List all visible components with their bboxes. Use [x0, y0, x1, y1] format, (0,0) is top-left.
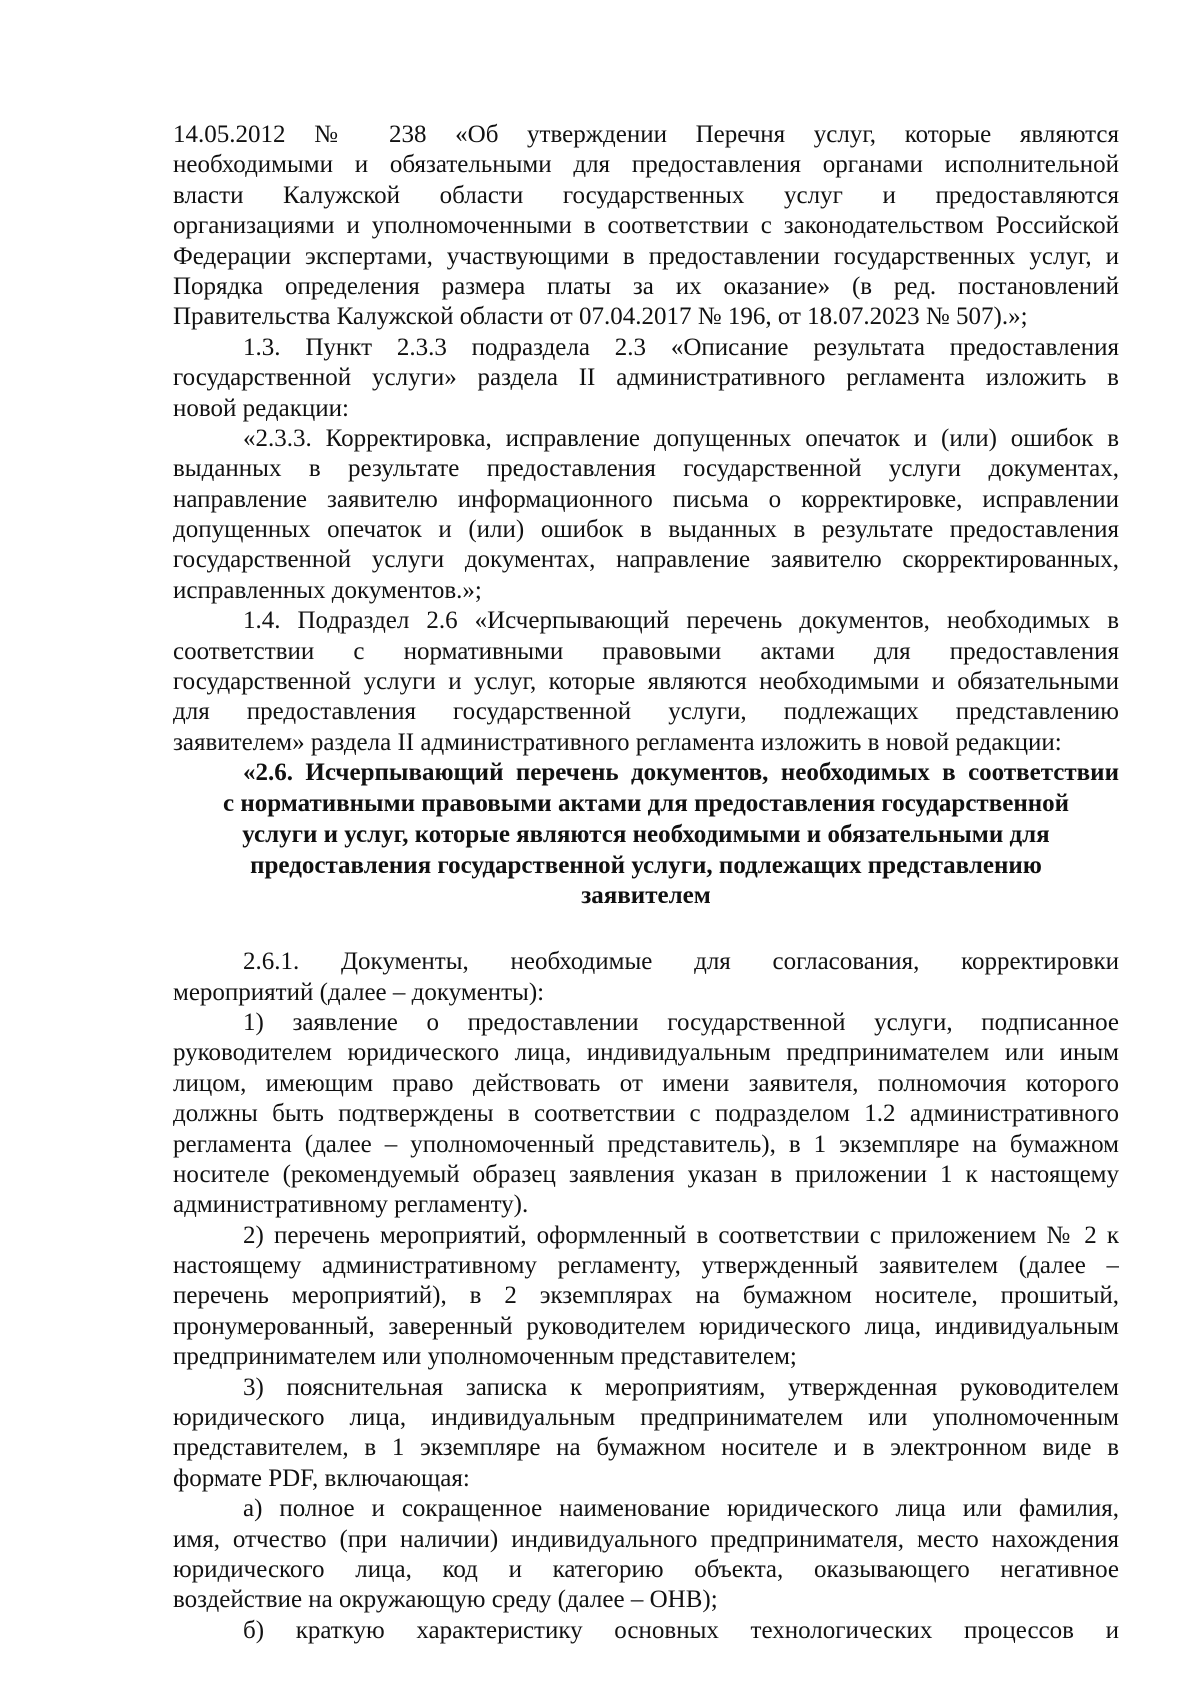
text-line: государственной услуги и услуг, которые являются необходимыми и обязательными	[173, 668, 1119, 696]
text-line: лицом, имеющим право действовать от имени заявителя, полномочия которого	[173, 1069, 1119, 1097]
text-line: формате PDF, включающая:	[173, 1464, 470, 1492]
text-line: Правительства Калужской области от 07.04.2017 № 196, от 18.07.2023 № 507).»;	[173, 303, 1028, 331]
text-line: руководителем юридического лица, индивидуальным предпринимателем или иным	[173, 1039, 1119, 1067]
text-line: должны быть подтверждены в соответствии с подразделом 1.2 административного	[173, 1100, 1119, 1128]
text-line: административному регламенту).	[173, 1191, 529, 1219]
text-line: 1.3. Пункт 2.3.3 подраздела 2.3 «Описание результата предоставления	[243, 333, 1119, 361]
text-line: а) полное и сокращенное наименование юридического лица или фамилия,	[243, 1495, 1119, 1523]
text-line: регламента (далее – уполномоченный представитель), в 1 экземпляре на бумажном	[173, 1130, 1119, 1158]
text-line: воздействие на окружающую среду (далее – ОНВ);	[173, 1586, 718, 1614]
text-line: мероприятий (далее – документы):	[173, 978, 545, 1006]
heading-line: заявителем	[581, 882, 711, 910]
text-line: необходимыми и обязательными для предоставления органами исполнительной	[173, 151, 1119, 179]
document-page	[173, 120, 1119, 1646]
heading-line: предоставления государственной услуги, подлежащих представлению	[250, 851, 1042, 879]
text-line: 2) перечень мероприятий, оформленный в соответствии с приложением № 2 к	[243, 1221, 1119, 1249]
text-line: соответствии с нормативными правовыми актами для предоставления	[173, 637, 1119, 665]
text-line: выданных в результате предоставления государственной услуги документах,	[173, 455, 1119, 483]
text-line: Федерации экспертами, участвующими в предоставлении государственных услуг, и	[173, 242, 1119, 270]
text-line: 3) пояснительная записка к мероприятиям, утвержденная руководителем	[243, 1373, 1119, 1401]
text-line: б) краткую характеристику основных технологических процессов и	[243, 1616, 1119, 1644]
paragraph-item-1-4	[173, 606, 1119, 758]
section-heading-2-6	[173, 758, 1119, 912]
heading-line: «2.6. Исчерпывающий перечень документов, необходимых в соответствии	[243, 759, 1119, 787]
text-line: 14.05.2012 № 238 «Об утверждении Перечня услуг, которые являются	[173, 121, 1119, 148]
text-line: 2.6.1. Документы, необходимые для согласования, корректировки	[243, 948, 1119, 976]
text-line: организациями и уполномоченными в соответствии с законодательством Российской	[173, 212, 1119, 240]
paragraph-clause-2-6-1	[173, 947, 1119, 1008]
text-line: для предоставления государственной услуги, подлежащих представлению	[173, 698, 1119, 726]
text-line: перечень мероприятий), в 2 экземплярах на бумажном носителе, прошитый,	[173, 1282, 1119, 1310]
paragraph-clause-2-3-3	[173, 424, 1119, 606]
text-line: предпринимателем или уполномоченным представителем;	[173, 1343, 797, 1371]
paragraph-decree-reference	[173, 120, 1119, 333]
spacer	[173, 912, 1119, 947]
paragraph-list-item-2	[173, 1221, 1119, 1373]
text-line: заявителем» раздела II административного регламента изложить в новой редакции:	[173, 728, 1062, 756]
text-line: настоящему административному регламенту, утвержденный заявителем (далее –	[173, 1252, 1119, 1280]
text-line: исправленных документов.»;	[173, 576, 482, 604]
text-line: государственной услуги» раздела II административного регламента изложить в	[173, 364, 1119, 392]
text-line: 1.4. Подраздел 2.6 «Исчерпывающий перечень документов, необходимых в	[243, 607, 1119, 635]
text-line: пронумерованный, заверенный руководителем юридического лица, индивидуальным	[173, 1312, 1119, 1340]
text-line: представителем, в 1 экземпляре на бумажном носителе и в электронном виде в	[173, 1434, 1119, 1462]
heading-line: с нормативными правовыми актами для предоставления государственной	[222, 790, 1070, 817]
paragraph-sub-item-a	[173, 1494, 1119, 1616]
text-line: 1) заявление о предоставлении государственной услуги, подписанное	[243, 1008, 1119, 1036]
text-line: новой редакции:	[173, 394, 349, 422]
text-line: власти Калужской области государственных услуг и предоставляются	[173, 181, 1119, 209]
text-line: допущенных опечаток и (или) ошибок в выданных в результате предоставления	[173, 516, 1119, 544]
text-line: Порядка определения размера платы за их оказание» (в ред. постановлений	[173, 272, 1119, 300]
text-line: направление заявителю информационного письма о корректировке, исправлении	[173, 485, 1119, 513]
heading-line: услуги и услуг, которые являются необходимыми и обязательными для	[242, 820, 1050, 848]
paragraph-sub-item-b	[173, 1616, 1119, 1646]
text-line: юридического лица, индивидуальным предпринимателем или уполномоченным	[173, 1404, 1119, 1432]
paragraph-list-item-1	[173, 1008, 1119, 1221]
paragraph-list-item-3	[173, 1373, 1119, 1495]
text-line: имя, отчество (при наличии) индивидуального предпринимателя, место нахождения	[173, 1525, 1119, 1553]
text-line: носителе (рекомендуемый образец заявления указан в приложении 1 к настоящему	[173, 1160, 1119, 1188]
paragraph-item-1-3	[173, 333, 1119, 424]
text-line: юридического лица, код и категорию объекта, оказывающего негативное	[173, 1556, 1119, 1583]
text-line: «2.3.3. Корректировка, исправление допущенных опечаток и (или) ошибок в	[243, 424, 1119, 452]
text-line: государственной услуги документах, направление заявителю скорректированных,	[173, 546, 1119, 574]
